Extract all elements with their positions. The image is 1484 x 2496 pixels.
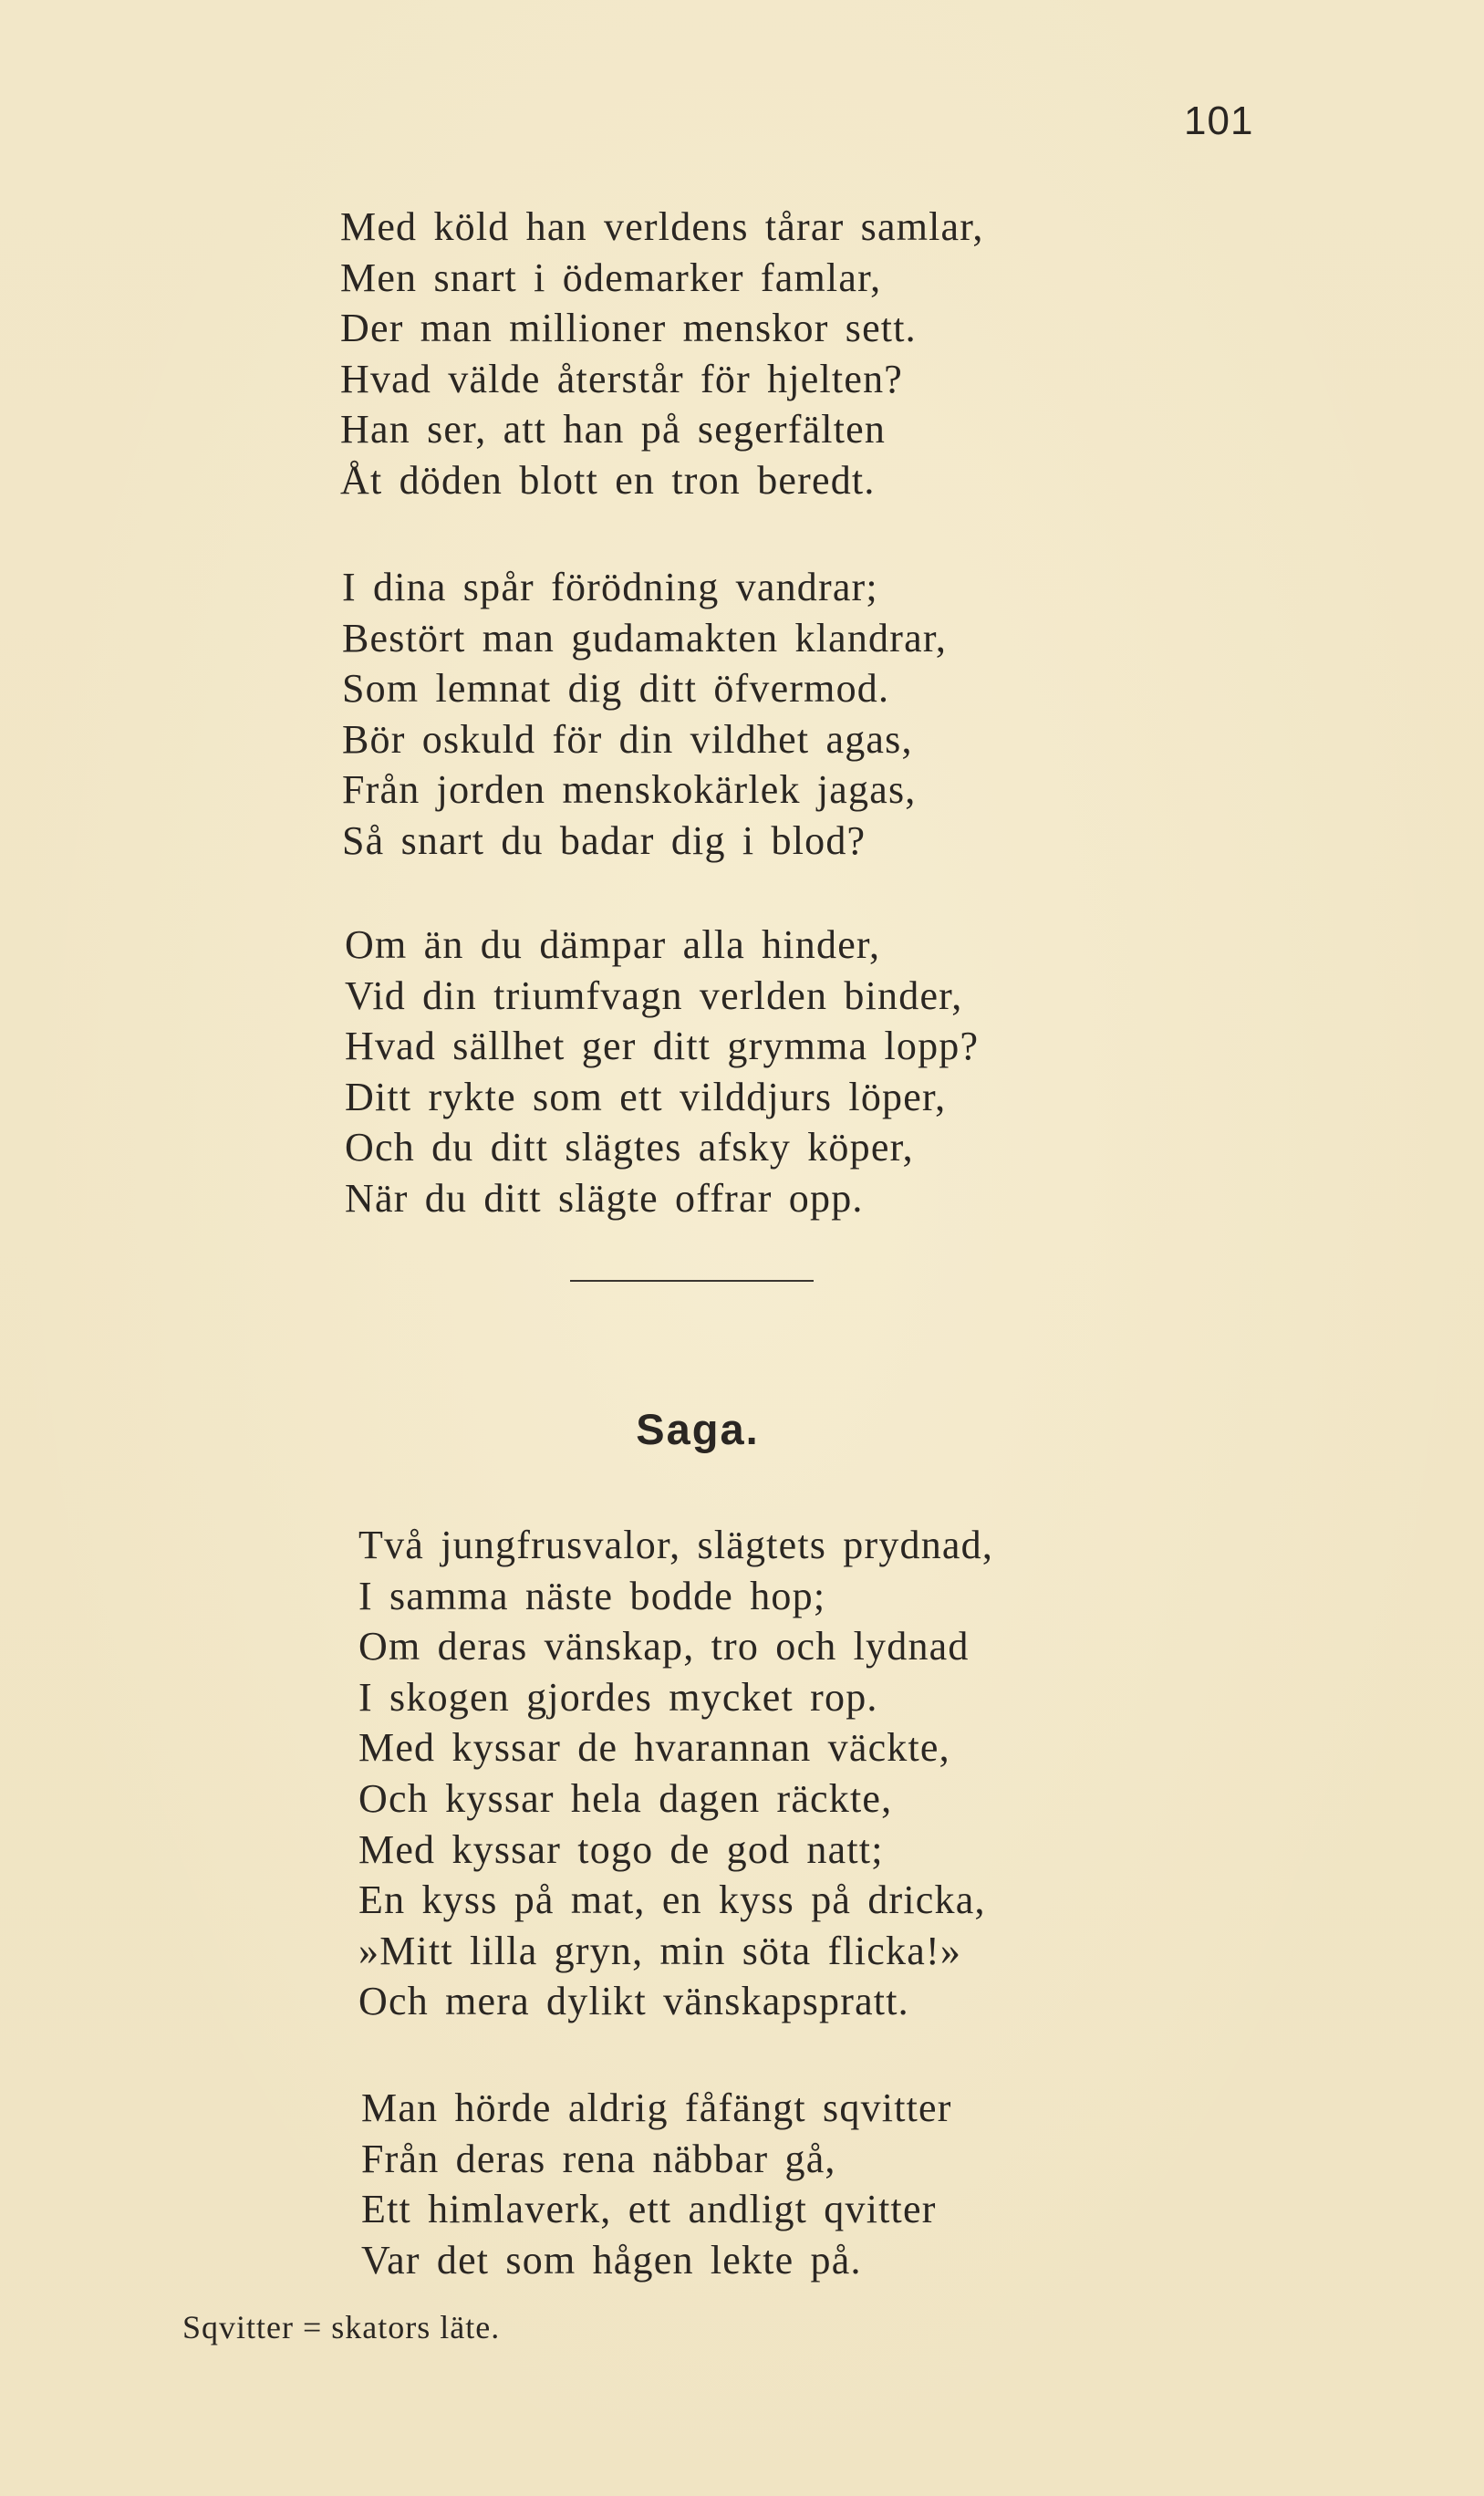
verse-line: Om deras vänskap, tro och lydnad — [358, 1624, 970, 1669]
verse-line: Ett himlaverk, ett andligt qvitter — [361, 2187, 937, 2232]
verse-line: En kyss på mat, en kyss på dricka, — [358, 1877, 986, 1923]
verse-line: Och mera dylikt vänskapspratt. — [358, 1979, 909, 2024]
verse-line: Och du ditt slägtes afsky köper, — [345, 1125, 914, 1170]
verse-line: Med kyssar togo de god natt; — [358, 1826, 884, 1872]
verse-line: Der man millioner menskor sett. — [340, 306, 917, 351]
verse-line: Från jorden menskokärlek jagas, — [342, 767, 917, 813]
poem-title: Saga. — [636, 1405, 760, 1453]
verse-line: Han ser, att han på segerfälten — [340, 407, 887, 452]
verse-line: Och kyssar hela dagen räckte, — [358, 1775, 893, 1821]
verse-line: Bör oskuld för din vildhet agas, — [342, 716, 913, 762]
verse-line: I dina spår förödning vandrar; — [342, 565, 878, 609]
verse-line: Man hörde aldrig fåfängt sqvitter — [361, 2085, 952, 2130]
verse-line: Med kyssar de hvarannan väckte, — [358, 1725, 950, 1771]
verse-line: Hvad välde återstår för hjelten? — [340, 356, 904, 401]
verse-line: I samma näste bodde hop; — [358, 1573, 826, 1618]
verse-line: Åt döden blott en tron beredt. — [340, 457, 876, 503]
verse-line: Om än du dämpar alla hinder, — [345, 922, 881, 967]
verse-line: Så snart du badar dig i blod? — [342, 817, 867, 863]
verse-line: Som lemnat dig ditt öfvermod. — [342, 666, 890, 712]
verse-line: Bestört man gudamakten klandrar, — [342, 615, 948, 660]
verse-line: Var det som hågen lekte på. — [361, 2237, 862, 2283]
verse-line: »Mitt lilla gryn, min söta flicka!» — [358, 1928, 962, 1973]
section-divider — [570, 1280, 814, 1282]
footnote: Sqvitter = skators läte. — [182, 2309, 501, 2345]
poem-1-stanza-3 — [345, 920, 979, 1224]
poem-2-stanza-2 — [361, 2083, 952, 2285]
page-number: 101 — [1184, 99, 1254, 143]
poem-1-stanza-2 — [342, 562, 947, 867]
verse-line: I skogen gjordes mycket rop. — [358, 1674, 878, 1720]
verse-line: När du ditt slägte offrar opp. — [345, 1175, 864, 1221]
poem-2-stanza-1 — [358, 1520, 993, 2027]
verse-line: Hvad sällhet ger ditt grymma lopp? — [345, 1024, 980, 1069]
verse-line: Vid din triumfvagn verlden binder, — [345, 972, 963, 1018]
poem-1-stanza-1 — [340, 202, 984, 506]
verse-line: Men snart i ödemarker famlar, — [340, 255, 882, 300]
verse-line: Från deras rena näbbar gå, — [361, 2136, 836, 2181]
verse-line: Ditt rykte som ett vilddjurs löper, — [345, 1074, 947, 1119]
verse-line: Med köld han verldens tårar samlar, — [340, 204, 984, 249]
verse-line: Två jungfrusvalor, slägtets prydnad, — [358, 1523, 994, 1567]
